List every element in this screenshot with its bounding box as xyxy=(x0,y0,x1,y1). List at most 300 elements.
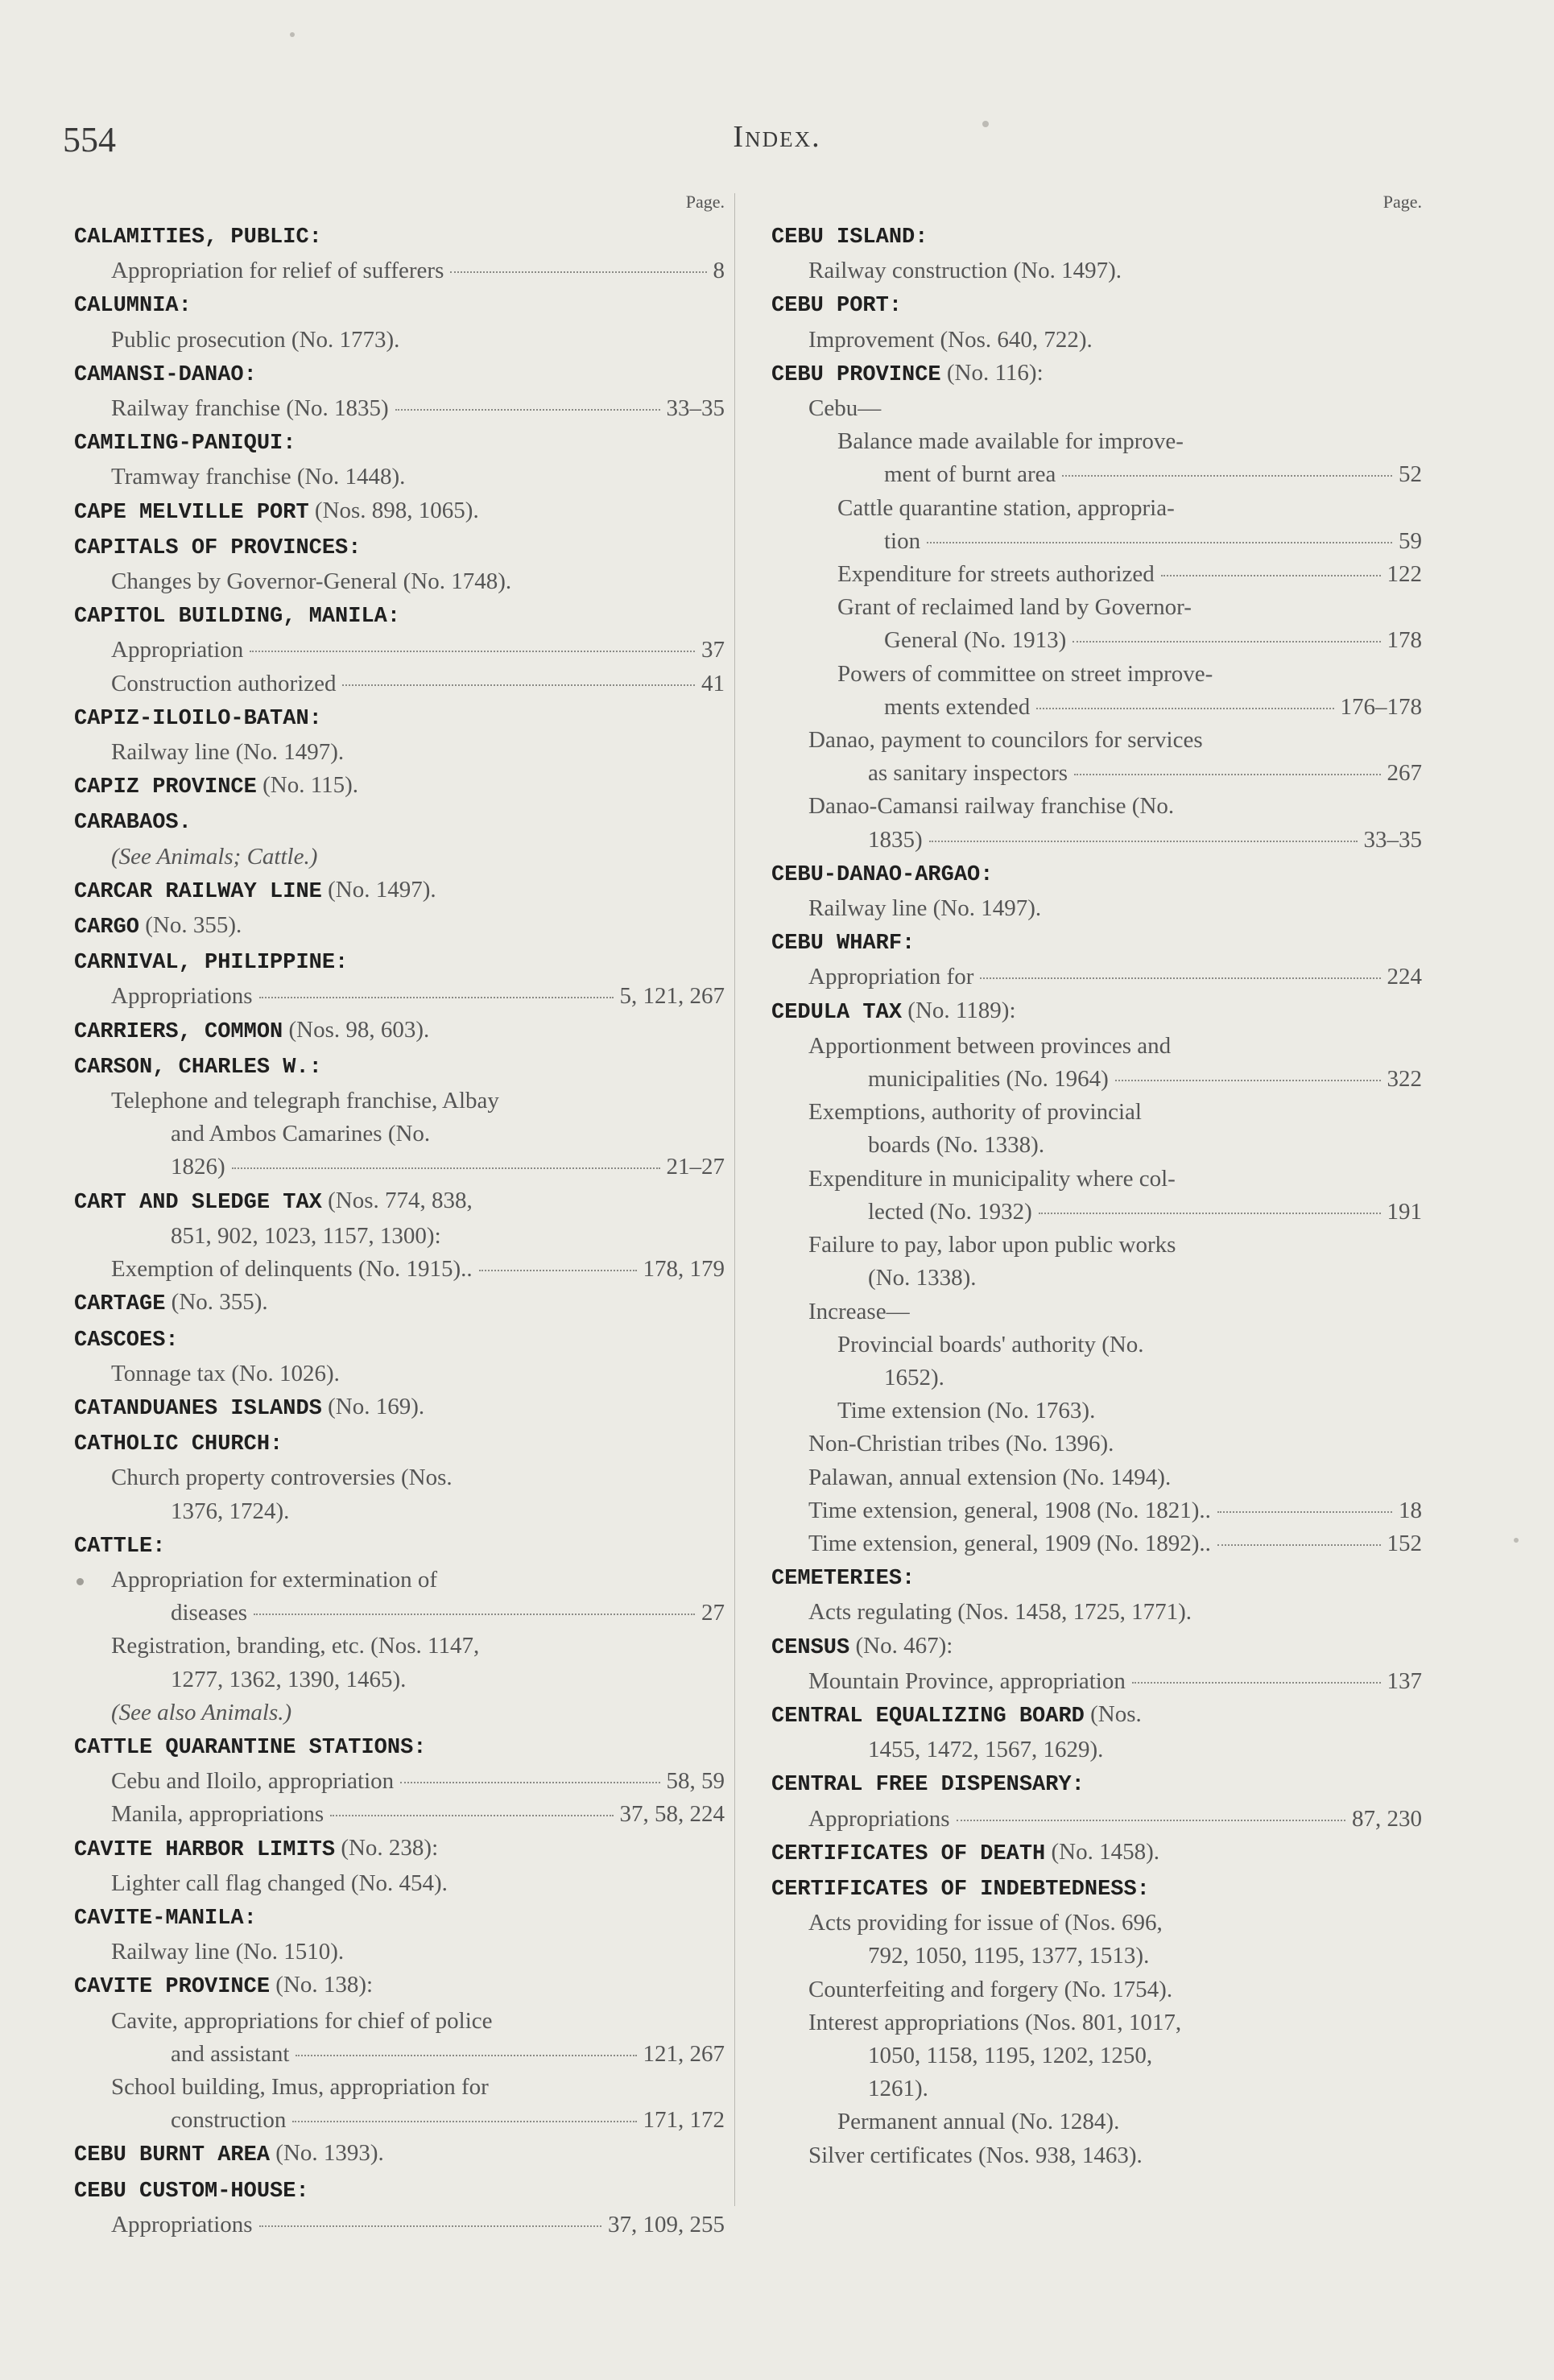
page-reference: 52 xyxy=(1399,461,1422,488)
index-subentry xyxy=(771,525,1422,558)
index-subentry xyxy=(74,980,725,1013)
index-subentry xyxy=(74,667,725,700)
index-subentry xyxy=(771,757,1422,790)
page-column-label: Page. xyxy=(1382,192,1422,212)
heading-term: CEDULA TAX xyxy=(771,1000,903,1025)
index-subentry xyxy=(771,892,1422,925)
heading-term: CAVITE HARBOR LIMITS xyxy=(74,1837,336,1862)
leader-dots xyxy=(296,2055,636,2056)
leader-dots xyxy=(450,271,706,273)
index-subentry xyxy=(74,1765,725,1798)
act-reference: (Nos. xyxy=(1090,1700,1142,1727)
heading-term: CATTLE: xyxy=(74,1534,166,1559)
entry-text: Time extension (No. 1763). xyxy=(837,1398,1096,1424)
page-reference: 37 xyxy=(701,637,725,663)
act-reference: (Nos. 98, 603). xyxy=(288,1016,430,1043)
leader-dots xyxy=(292,2121,636,2122)
entry-text: Exemption of delinquents (No. 1915).. xyxy=(111,1256,473,1283)
index-heading xyxy=(74,769,725,804)
entry-text: 792, 1050, 1195, 1377, 1513). xyxy=(868,1943,1150,1969)
entry-text: Appropriation xyxy=(111,637,244,663)
index-heading xyxy=(74,1322,725,1357)
index-subentry xyxy=(74,254,725,287)
act-reference: (No. 1393). xyxy=(275,2140,384,2167)
print-speck xyxy=(1514,1538,1519,1543)
leader-dots xyxy=(1073,641,1380,643)
heading-term: CALUMNIA: xyxy=(74,294,192,319)
heading-term: CAPIZ PROVINCE xyxy=(74,775,257,800)
index-heading xyxy=(74,287,725,323)
entry-text: 1652). xyxy=(884,1364,944,1390)
heading-term: CARRIERS, COMMON xyxy=(74,1019,283,1044)
heading-term: CATANDUANES ISLANDS xyxy=(74,1396,322,1421)
heading-term: CAMANSI-DANAO: xyxy=(74,362,257,387)
leader-dots xyxy=(1036,708,1333,709)
index-subentry xyxy=(74,461,725,494)
index-heading xyxy=(74,598,725,634)
index-column-right xyxy=(771,192,1422,2172)
index-subentry xyxy=(771,1096,1422,1129)
heading-term: CART AND SLEDGE TAX xyxy=(74,1190,322,1215)
page-reference: 137 xyxy=(1387,1667,1422,1694)
leader-dots xyxy=(957,1820,1345,1821)
act-reference: (No. 467): xyxy=(855,1632,953,1659)
index-subentry xyxy=(771,1063,1422,1096)
act-reference: (No. 238): xyxy=(341,1834,439,1861)
index-subentry xyxy=(771,1973,1422,2006)
heading-term: CAVITE-MANILA: xyxy=(74,1906,257,1931)
heading-term: CALAMITIES, PUBLIC: xyxy=(74,225,322,250)
heading-term: CARGO xyxy=(74,915,140,940)
page-reference: 37, 109, 255 xyxy=(608,2211,725,2237)
entry-text: (No. 1338). xyxy=(868,1265,977,1291)
index-subentry xyxy=(771,1229,1422,1262)
index-subentry xyxy=(74,1663,725,1696)
index-subentry xyxy=(771,1494,1422,1527)
index-heading xyxy=(771,925,1422,961)
leader-dots xyxy=(1039,1213,1381,1214)
entry-text: Cavite, appropriations for chief of police xyxy=(111,2007,493,2034)
index-subentry xyxy=(771,2039,1422,2072)
entry-text: Expenditure for streets authorized xyxy=(837,561,1155,588)
index-subentry xyxy=(771,1295,1422,1328)
entry-text: Palawan, annual extension (No. 1494). xyxy=(808,1464,1172,1490)
entry-text: Interest appropriations (Nos. 801, 1017, xyxy=(808,2009,1182,2035)
heading-term: CENTRAL FREE DISPENSARY: xyxy=(771,1773,1085,1798)
index-subentry xyxy=(771,1163,1422,1196)
leader-dots xyxy=(1132,1682,1381,1684)
page-reference: 171, 172 xyxy=(643,2107,725,2134)
entry-text: Cattle quarantine station, appropria- xyxy=(837,494,1175,521)
index-subentry xyxy=(771,458,1422,491)
index-heading xyxy=(74,530,725,565)
heading-term: CENSUS xyxy=(771,1635,850,1660)
index-heading xyxy=(74,2173,725,2209)
index-subentry xyxy=(74,1253,725,1286)
entry-text: Appropriation for xyxy=(808,964,974,990)
leader-dots xyxy=(342,684,695,686)
entry-text: Public prosecution (No. 1773). xyxy=(111,326,400,353)
page-reference: 267 xyxy=(1387,760,1422,787)
act-reference: (No. 1497). xyxy=(328,876,436,903)
entry-text: Powers of committee on street improve- xyxy=(837,660,1213,687)
heading-term: CERTIFICATES OF DEATH xyxy=(771,1841,1046,1866)
heading-term: CEBU BURNT AREA xyxy=(74,2143,271,2168)
entry-text: and Ambos Camarines (No. xyxy=(171,1121,431,1147)
index-subentry xyxy=(771,1665,1422,1698)
act-reference: (Nos. 774, 838, xyxy=(328,1187,473,1213)
page-column-label: Page. xyxy=(685,192,725,212)
entry-text: Non-Christian tribes (No. 1396). xyxy=(808,1431,1114,1457)
index-subentry xyxy=(771,1030,1422,1063)
index-heading xyxy=(74,1900,725,1936)
entry-text: tion xyxy=(884,527,921,554)
leader-dots xyxy=(929,841,1358,842)
entry-text: (See Animals; Cattle.) xyxy=(111,843,318,870)
leader-dots xyxy=(1062,475,1392,477)
entry-text: Counterfeiting and forgery (No. 1754). xyxy=(808,1976,1173,2002)
heading-term: CARNIVAL, PHILIPPINE: xyxy=(74,951,349,976)
index-subentry xyxy=(74,565,725,598)
entry-text: 1277, 1362, 1390, 1465). xyxy=(171,1666,407,1692)
index-heading xyxy=(771,357,1422,392)
index-subentry xyxy=(74,736,725,769)
entry-text: Permanent annual (No. 1284). xyxy=(837,2109,1120,2135)
heading-term: CARSON, CHARLES W.: xyxy=(74,1055,322,1080)
index-subentry xyxy=(771,1395,1422,1428)
entry-text: Grant of reclaimed land by Governor- xyxy=(837,594,1192,621)
leader-dots xyxy=(1115,1080,1381,1081)
entry-text: Changes by Governor-General (No. 1748). xyxy=(111,568,512,595)
entry-text: Lighter call flag changed (No. 454). xyxy=(111,1870,448,1896)
page-number: 554 xyxy=(63,120,116,159)
page-reference: 33–35 xyxy=(1363,826,1422,853)
heading-term: CAPITOL BUILDING, MANILA: xyxy=(74,605,401,630)
page-reference: 58, 59 xyxy=(666,1768,725,1795)
index-subentry xyxy=(771,1361,1422,1395)
heading-term: CEBU PROVINCE xyxy=(771,362,941,387)
index-heading xyxy=(771,1766,1422,1802)
index-heading xyxy=(771,1871,1422,1907)
entry-text: Railway line (No. 1497). xyxy=(111,739,345,766)
index-subentry xyxy=(771,1428,1422,1461)
entry-text: (See also Animals.) xyxy=(111,1699,292,1725)
entry-text: Construction authorized xyxy=(111,670,337,696)
index-subentry xyxy=(771,624,1422,657)
index-heading xyxy=(74,1390,725,1426)
entry-text: 1826) xyxy=(171,1154,225,1180)
act-reference: (No. 138): xyxy=(275,1972,374,1998)
act-reference: (No. 115). xyxy=(262,772,359,799)
index-subentry xyxy=(74,1495,725,1528)
index-subentry xyxy=(74,1867,725,1900)
entry-text: boards (No. 1338). xyxy=(868,1132,1045,1159)
entry-text: Railway line (No. 1510). xyxy=(111,1939,345,1965)
index-subentry xyxy=(771,2105,1422,2138)
index-heading xyxy=(74,804,725,840)
column-divider xyxy=(734,193,735,2206)
entry-text: Time extension, general, 1909 (No. 1892).. xyxy=(808,1530,1211,1556)
leader-dots xyxy=(259,2225,601,2227)
page-reference: 41 xyxy=(701,670,725,696)
index-subentry xyxy=(771,2139,1422,2172)
page-reference: 5, 121, 267 xyxy=(619,983,725,1010)
entry-text: lected (No. 1932) xyxy=(868,1198,1032,1225)
entry-text: as sanitary inspectors xyxy=(868,760,1068,787)
index-subentry xyxy=(771,1733,1422,1766)
index-heading xyxy=(74,1832,725,1867)
index-subentry xyxy=(74,2209,725,2242)
entry-text: Railway construction (No. 1497). xyxy=(808,258,1122,284)
index-subentry xyxy=(74,2104,725,2137)
index-heading xyxy=(74,219,725,254)
index-subentry xyxy=(771,790,1422,823)
act-reference: (No. 1458). xyxy=(1051,1838,1160,1865)
heading-term: CERTIFICATES OF INDEBTEDNESS: xyxy=(771,1877,1150,1902)
print-speck xyxy=(982,121,989,127)
heading-term: CAPIZ-ILOILO-BATAN: xyxy=(74,706,322,731)
entry-text: Telephone and telegraph franchise, Albay xyxy=(111,1088,499,1114)
index-subentry xyxy=(74,1085,725,1118)
heading-term: CARTAGE xyxy=(74,1292,166,1317)
page-reference: 27 xyxy=(701,1600,725,1626)
page-reference: 122 xyxy=(1387,561,1422,588)
entry-text: Balance made available for improve- xyxy=(837,428,1184,455)
page-reference: 18 xyxy=(1399,1497,1422,1523)
index-subentry xyxy=(771,492,1422,525)
index-subentry xyxy=(771,2006,1422,2039)
entry-text: 1376, 1724). xyxy=(171,1498,290,1524)
index-subentry xyxy=(771,1262,1422,1295)
index-subentry xyxy=(74,634,725,667)
index-heading xyxy=(74,1049,725,1085)
leader-dots xyxy=(250,651,695,652)
page-reference: 152 xyxy=(1387,1530,1422,1556)
entry-text: Appropriations xyxy=(111,2211,253,2237)
entry-text: Appropriation for relief of sufferers xyxy=(111,258,444,284)
index-heading xyxy=(771,994,1422,1030)
index-subentry xyxy=(74,1597,725,1630)
page-reference: 33–35 xyxy=(666,395,725,422)
see-also-reference xyxy=(74,1696,725,1729)
entry-text: diseases xyxy=(171,1600,248,1626)
index-heading xyxy=(74,425,725,461)
heading-term: CAPE MELVILLE PORT xyxy=(74,500,309,525)
act-reference: (No. 116): xyxy=(946,359,1044,386)
index-heading xyxy=(74,874,725,909)
index-subentry xyxy=(771,591,1422,624)
see-also-reference xyxy=(74,841,725,874)
index-heading xyxy=(771,287,1422,323)
page-reference: 322 xyxy=(1387,1066,1422,1093)
leader-dots xyxy=(254,1614,695,1615)
page-reference: 21–27 xyxy=(666,1154,725,1180)
page-reference: 59 xyxy=(1399,527,1422,554)
heading-term: CEBU-DANAO-ARGAO: xyxy=(771,862,994,887)
entry-text: Danao-Camansi railway franchise (No. xyxy=(808,793,1175,820)
entry-text: Tonnage tax (No. 1026). xyxy=(111,1360,340,1386)
index-subentry xyxy=(771,1940,1422,1973)
heading-term: CARCAR RAILWAY LINE xyxy=(74,879,322,904)
index-subentry xyxy=(771,254,1422,287)
page-reference: 121, 267 xyxy=(643,2040,725,2067)
index-subentry xyxy=(771,425,1422,458)
entry-text: Apportionment between provinces and xyxy=(808,1032,1172,1059)
leader-dots xyxy=(479,1270,637,1271)
entry-text: Acts providing for issue of (Nos. 696, xyxy=(808,1910,1163,1936)
entry-text: Exemptions, authority of provincial xyxy=(808,1099,1142,1126)
index-subentry xyxy=(771,724,1422,757)
entry-text: Cebu— xyxy=(808,395,882,422)
index-subentry xyxy=(771,392,1422,425)
entry-text: Church property controversies (Nos. xyxy=(111,1465,453,1491)
entry-text: ment of burnt area xyxy=(884,461,1056,488)
act-reference: (No. 169). xyxy=(328,1393,425,1419)
heading-term: CAPITALS OF PROVINCES: xyxy=(74,535,362,560)
page-reference: 87, 230 xyxy=(1352,1805,1422,1832)
entry-text: Provincial boards' authority (No. xyxy=(837,1331,1144,1357)
entry-text: 851, 902, 1023, 1157, 1300): xyxy=(171,1222,441,1249)
index-subentry xyxy=(771,2072,1422,2105)
index-subentry xyxy=(74,2005,725,2038)
index-subentry xyxy=(74,1220,725,1253)
entry-text: Improvement (Nos. 640, 722). xyxy=(808,326,1093,353)
index-heading xyxy=(771,1836,1422,1871)
entry-text: Failure to pay, labor upon public works xyxy=(808,1232,1176,1258)
index-subentry xyxy=(771,824,1422,857)
index-subentry xyxy=(74,1936,725,1969)
index-subentry xyxy=(74,392,725,425)
entry-text: Mountain Province, appropriation xyxy=(808,1667,1126,1694)
entry-text: Tramway franchise (No. 1448). xyxy=(111,464,406,490)
act-reference: (No. 355). xyxy=(145,912,242,939)
entry-text: Increase— xyxy=(808,1298,910,1324)
leader-dots xyxy=(927,542,1392,543)
leader-dots xyxy=(1217,1511,1392,1513)
heading-term: CEMETERIES: xyxy=(771,1567,915,1592)
act-reference: (Nos. 898, 1065). xyxy=(314,497,479,523)
entry-text: 1835) xyxy=(868,826,923,853)
index-subentry xyxy=(771,1803,1422,1836)
leader-dots xyxy=(232,1167,660,1169)
index-subentry xyxy=(771,1527,1422,1560)
heading-term: CARABAOS. xyxy=(74,811,192,836)
entry-text: Registration, branding, etc. (Nos. 1147, xyxy=(111,1633,480,1659)
page-reference: 191 xyxy=(1387,1198,1422,1225)
leader-dots xyxy=(395,409,660,411)
heading-term: CEBU CUSTOM-HOUSE: xyxy=(74,2179,309,2204)
index-subentry xyxy=(771,658,1422,691)
entry-text: Manila, appropriations xyxy=(111,1801,324,1828)
index-heading xyxy=(74,1286,725,1321)
entry-text: Expenditure in municipality where col- xyxy=(808,1165,1176,1192)
index-heading xyxy=(74,2137,725,2172)
index-heading xyxy=(74,1528,725,1564)
index-subentry xyxy=(771,1328,1422,1361)
heading-term: CASCOES: xyxy=(74,1328,179,1353)
index-subentry xyxy=(74,1461,725,1494)
index-subentry xyxy=(771,558,1422,591)
index-subentry xyxy=(74,1564,725,1597)
leader-dots xyxy=(1217,1544,1381,1546)
index-subentry xyxy=(74,1798,725,1831)
index-subentry xyxy=(771,1129,1422,1162)
page-reference: 176–178 xyxy=(1340,693,1422,720)
index-subentry xyxy=(771,691,1422,724)
index-heading xyxy=(771,1560,1422,1596)
heading-term: CEBU ISLAND: xyxy=(771,225,928,250)
index-column-left xyxy=(74,192,725,2242)
leader-dots xyxy=(400,1782,659,1783)
index-heading xyxy=(74,494,725,530)
index-subentry xyxy=(74,1118,725,1151)
index-heading xyxy=(74,357,725,392)
heading-term: CEBU PORT: xyxy=(771,294,903,319)
leader-dots xyxy=(980,977,1380,979)
index-heading xyxy=(74,1426,725,1461)
entry-text: General (No. 1913) xyxy=(884,627,1067,654)
page-reference: 178 xyxy=(1387,627,1422,654)
page-reference: 8 xyxy=(713,258,725,284)
index-subentry xyxy=(771,1596,1422,1629)
index-heading xyxy=(74,700,725,736)
index-heading xyxy=(74,909,725,944)
index-subentry xyxy=(771,324,1422,357)
heading-term: CAMILING-PANIQUI: xyxy=(74,432,296,457)
index-subentry xyxy=(74,2071,725,2104)
index-subentry xyxy=(771,1907,1422,1940)
entry-text: Appropriations xyxy=(111,983,253,1010)
index-heading xyxy=(771,857,1422,892)
heading-term: CAVITE PROVINCE xyxy=(74,1975,271,2000)
entry-text: Railway franchise (No. 1835) xyxy=(111,395,389,422)
index-subentry xyxy=(74,1151,725,1184)
entry-text: Appropriations xyxy=(808,1805,950,1832)
entry-text: construction xyxy=(171,2107,287,2134)
page-reference: 37, 58, 224 xyxy=(619,1801,725,1828)
leader-dots xyxy=(1161,575,1381,576)
entry-text: 1455, 1472, 1567, 1629). xyxy=(868,1737,1104,1763)
entry-text: Appropriation for extermination of xyxy=(111,1566,438,1593)
index-subentry xyxy=(74,324,725,357)
index-heading xyxy=(74,1014,725,1049)
index-subentry xyxy=(74,2038,725,2071)
entry-text: Time extension, general, 1908 (No. 1821).. xyxy=(808,1497,1211,1523)
leader-dots xyxy=(259,997,614,998)
index-heading xyxy=(74,944,725,980)
heading-term: CATHOLIC CHURCH: xyxy=(74,1432,283,1457)
index-subentry xyxy=(771,1196,1422,1229)
index-subentry xyxy=(74,1357,725,1390)
index-heading xyxy=(74,1184,725,1220)
index-heading xyxy=(74,1969,725,2004)
entry-text: 1261). xyxy=(868,2076,928,2102)
index-subentry xyxy=(771,961,1422,994)
leader-dots xyxy=(1074,774,1380,775)
index-subentry xyxy=(771,1461,1422,1494)
running-head: Index. xyxy=(733,120,821,154)
entry-text: Silver certificates (Nos. 938, 1463). xyxy=(808,2142,1143,2168)
index-heading xyxy=(74,1729,725,1765)
entry-text: ments extended xyxy=(884,693,1031,720)
act-reference: (No. 355). xyxy=(171,1289,268,1316)
index-heading xyxy=(771,1630,1422,1665)
heading-term: CENTRAL EQUALIZING BOARD xyxy=(771,1704,1085,1729)
index-subentry xyxy=(74,1630,725,1663)
index-heading xyxy=(771,219,1422,254)
entry-text: 1050, 1158, 1195, 1202, 1250, xyxy=(868,2042,1153,2068)
entry-text: School building, Imus, appropriation for xyxy=(111,2073,489,2100)
